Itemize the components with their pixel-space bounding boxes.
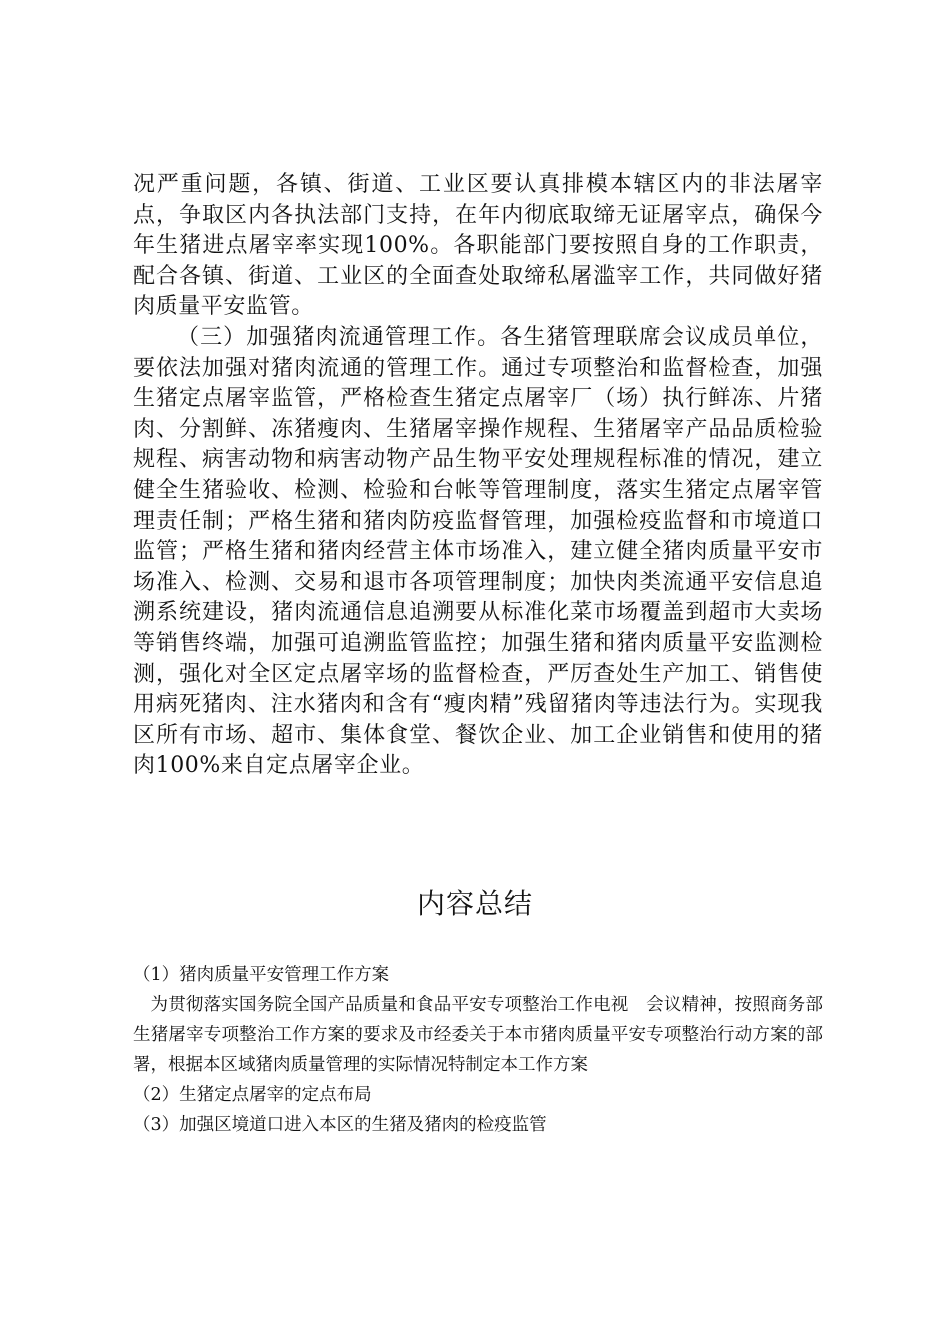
summary-section (133, 960, 823, 1140)
summary-item-1-text: 为贯彻落实国务院全国产品质量和食品平安专项整治工作电视 会议精神，按照商务部生猪屠宰专项整治工作方案的要求及市经委关于本市猪肉质量平安专项整治行动方案的部署，根据本区域猪肉质量管理的实际情况特制定本工作方案 (133, 995, 823, 1075)
summary-title: 内容总结 (416, 887, 533, 920)
summary-item-2: （2）生猪定点屠宰的定点布局 (133, 1085, 372, 1105)
body-text (133, 170, 823, 782)
paragraph-continued: 况严重问题，各镇、街道、工业区要认真排模本辖区内的非法屠宰点，争取区内各执法部门支持，在年内彻底取缔无证屠宰点，确保今年生猪进点屠宰率实现100%。各职能部门要按照自身的工作职责，配合各镇、街道、工业区的全面查处取缔私屠滥宰工作，共同做好猪肉质量平安监管。 (133, 172, 823, 320)
summary-item-1: （1）猪肉质量平安管理工作方案 (133, 965, 390, 985)
summary-item-3: （3）加强区境道口进入本区的生猪及猪肉的检疫监管 (133, 1115, 547, 1135)
paragraph-circulation-management: （三）加强猪肉流通管理工作。各生猪管理联席会议成员单位，要依法加强对猪肉流通的管理工作。通过专项整治和监督检查，加强生猪定点屠宰监管，严格检查生猪定点屠宰厂（场）执行鲜冻、片猪肉、分割鲜、冻猪瘦肉、生猪屠宰操作规程、生猪屠宰产品品质检验规程、病害动物和病害动物产品生物平安处理规程标准的情况，建立健全生猪验收、检测、检验和台帐等管理制度，落实生猪定点屠宰管理责任制；严格生猪和猪肉防疫监督管理，加强检疫监督和市境道口监管；严格生猪和猪肉经营主体市场准入，建立健全猪肉质量平安市场准入、检测、交易和退市各项管理制度；加快肉类流通平安信息追溯系统建设，猪肉流通信息追溯要从标准化菜市场覆盖到超市大卖场等销售终端，加强可追溯监管监控；加强生猪和猪肉质量平安监测检测，强化对全区定点屠宰场的监督检查，严厉查处生产加工、销售使用病死猪肉、注水猪肉和含有“瘦肉精”残留猪肉等违法行为。实现我区所有市场、超市、集体食堂、餐饮企业、加工企业销售和使用的猪肉100%来自定点屠宰企业。 (133, 324, 823, 779)
